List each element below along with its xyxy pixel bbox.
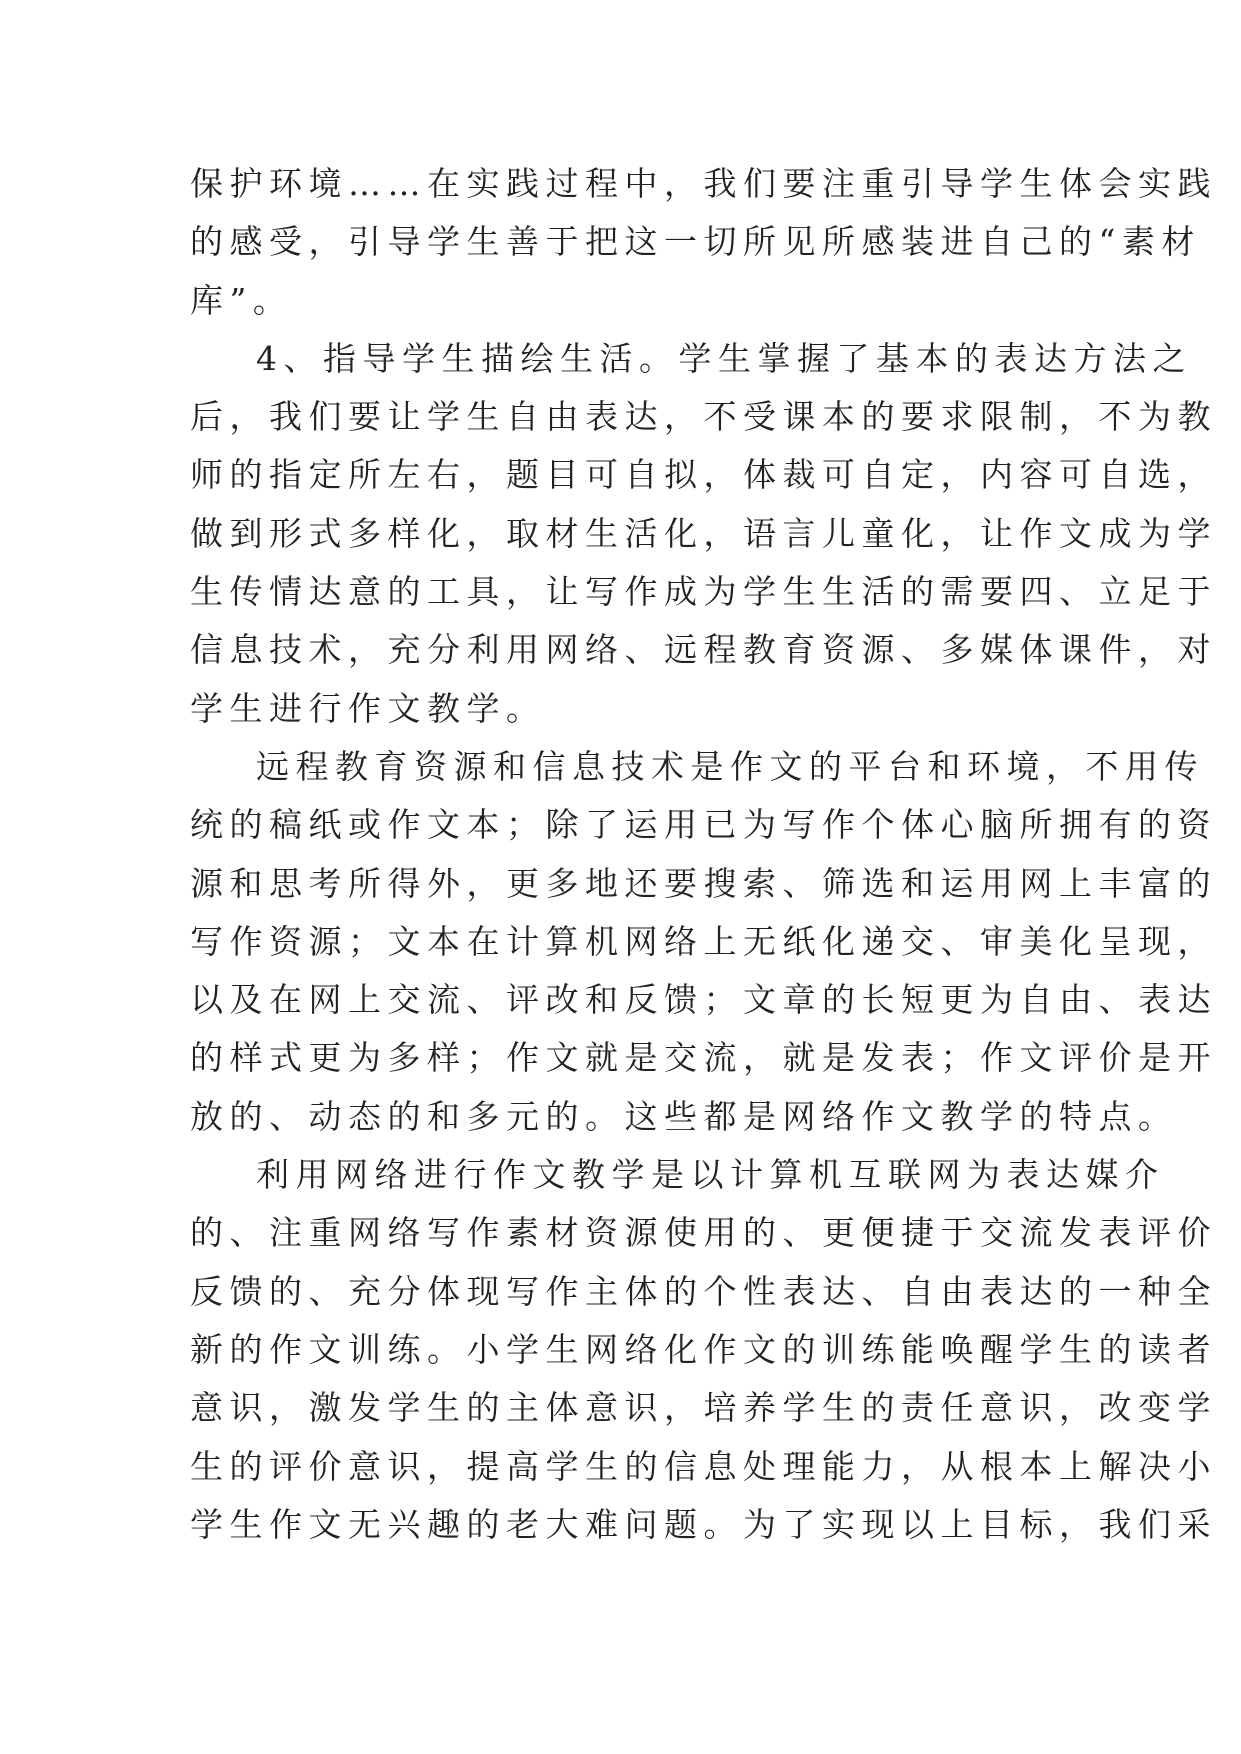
text-line: 统的稿纸或作文本；除了运用已为写作个体心脑所拥有的资 (190, 805, 1217, 845)
text-line: 反馈的、充分体现写作主体的个性表达、自由表达的一种全 (190, 1271, 1217, 1311)
text-line: 写作资源；文本在计算机网络上无纸化递交、审美化呈现， (190, 921, 1217, 961)
text-line: 生传情达意的工具，让写作成为学生生活的需要四、立足于 (190, 572, 1217, 612)
text-line: 库”。 (190, 280, 293, 320)
text-line: 信息技术，充分利用网络、远程教育资源、多媒体课件，对 (190, 630, 1217, 670)
text-line: 源和思考所得外，更多地还要搜索、筛选和运用网上丰富的 (190, 863, 1217, 903)
text-line: 保护环境……在实践过程中，我们要注重引导学生体会实践 (190, 164, 1217, 203)
body-text (190, 155, 1217, 1554)
text-line: 学生进行作文教学。 (190, 688, 546, 728)
text-line: 做到形式多样化，取材生活化，语言儿童化，让作文成为学 (190, 513, 1217, 553)
text-line: 以及在网上交流、评改和反馈；文章的长短更为自由、表达 (190, 980, 1217, 1020)
text-line: 放的、动态的和多元的。这些都是网络作文教学的特点。 (190, 1096, 1178, 1136)
text-line: 4、指导学生描绘生活。学生掌握了基本的表达方法之 (256, 338, 1192, 378)
text-line: 的样式更为多样；作文就是交流，就是发表；作文评价是开 (190, 1038, 1217, 1078)
text-line: 生的评价意识，提高学生的信息处理能力，从根本上解决小 (190, 1446, 1217, 1486)
text-line: 远程教育资源和信息技术是作文的平台和环境，不用传 (256, 746, 1204, 786)
text-line: 师的指定所左右，题目可自拟，体裁可自定，内容可自选， (190, 455, 1217, 495)
text-line: 学生作文无兴趣的老大难问题。为了实现以上目标，我们采 (190, 1504, 1217, 1544)
text-line: 意识，激发学生的主体意识，培养学生的责任意识，改变学 (190, 1388, 1217, 1428)
text-line: 后，我们要让学生自由表达，不受课本的要求限制，不为教 (190, 397, 1217, 437)
text-line: 新的作文训练。小学生网络化作文的训练能唤醒学生的读者 (190, 1329, 1217, 1369)
text-line: 的感受，引导学生善于把这一切所见所感装进自己的“素材 (190, 222, 1201, 262)
text-line: 利用网络进行作文教学是以计算机互联网为表达媒介 (256, 1155, 1165, 1195)
text-line: 的、注重网络写作素材资源使用的、更便捷于交流发表评价 (190, 1213, 1217, 1253)
